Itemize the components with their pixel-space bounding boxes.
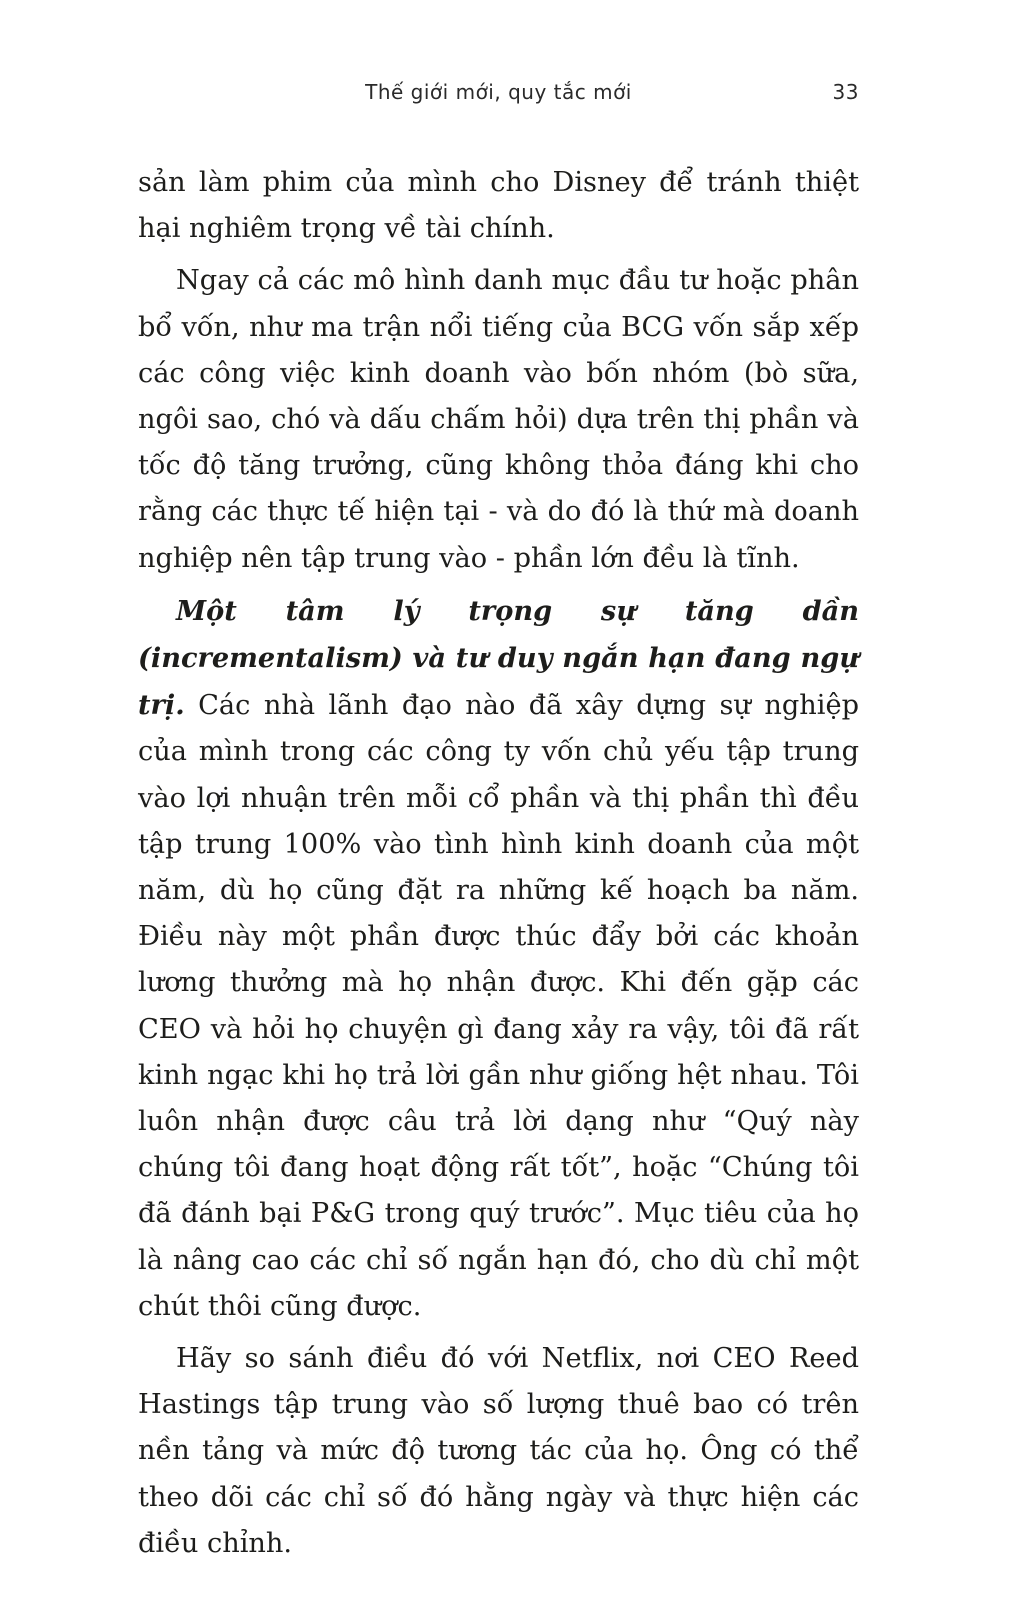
running-title: Thế giới mới, quy tắc mới bbox=[365, 80, 632, 104]
paragraph-portfolio-models: Ngay cả các mô hình danh mục đầu tư hoặc phân bổ vốn, như ma trận nổi tiếng của BCG vốn sắp xếp các công việc kinh doanh vào bốn nhóm (bò sữa, ngôi sao, chó và dấu chấm hỏi) dựa trên thị phần và tốc độ tăng trưởng, cũng không thỏa đáng khi cho rằng các thực tế hiện tại - và do đó là thứ mà doanh nghiệp nên tập trung vào - phần lớn đều là tĩnh. bbox=[138, 265, 859, 574]
paragraph-lead-emphasis: Một tâm lý trọng sự tăng dần (incrementalism) và tư duy ngắn hạn đang ngự trị. bbox=[138, 594, 859, 722]
paragraph-incrementalism-body: Các nhà lãnh đạo nào đã xây dựng sự nghiệp của mình trong các công ty vốn chủ yếu tập trung vào lợi nhuận trên mỗi cổ phần và thị phần thì đều tập trung 100% vào tình hình kinh doanh của một năm, dù họ cũng đặt ra những kế hoạch ba năm. Điều này một phần được thúc đẩy bởi các khoản lương thưởng mà họ nhận được. Khi đến gặp các CEO và hỏi họ chuyện gì đang xảy ra vậy, tôi đã rất kinh ngạc khi họ trả lời gần như giống hệt nhau. Tôi luôn nhận được câu trả lời dạng như “Quý này chúng tôi đang hoạt động rất tốt”, hoặc “Chúng tôi đã đánh bại P&G trong quý trước”. Mục tiêu của họ là nâng cao các chỉ số ngắn hạn đó, cho dù chỉ một chút thôi cũng được. bbox=[138, 690, 859, 1322]
paragraph-incrementalism bbox=[138, 588, 859, 1330]
paragraph-continuation: sản làm phim của mình cho Disney để tránh thiệt hại nghiêm trọng về tài chính. bbox=[138, 167, 859, 245]
page-number: 33 bbox=[832, 80, 859, 104]
paragraph-netflix: Hãy so sánh điều đó với Netflix, nơi CEO Reed Hastings tập trung vào số lượng thuê bao có trên nền tảng và mức độ tương tác của họ. Ông có thể theo dõi các chỉ số đó hằng ngày và thực hiện các điều chỉnh. bbox=[138, 1343, 859, 1559]
body-text bbox=[138, 160, 859, 1573]
running-header bbox=[138, 80, 859, 110]
